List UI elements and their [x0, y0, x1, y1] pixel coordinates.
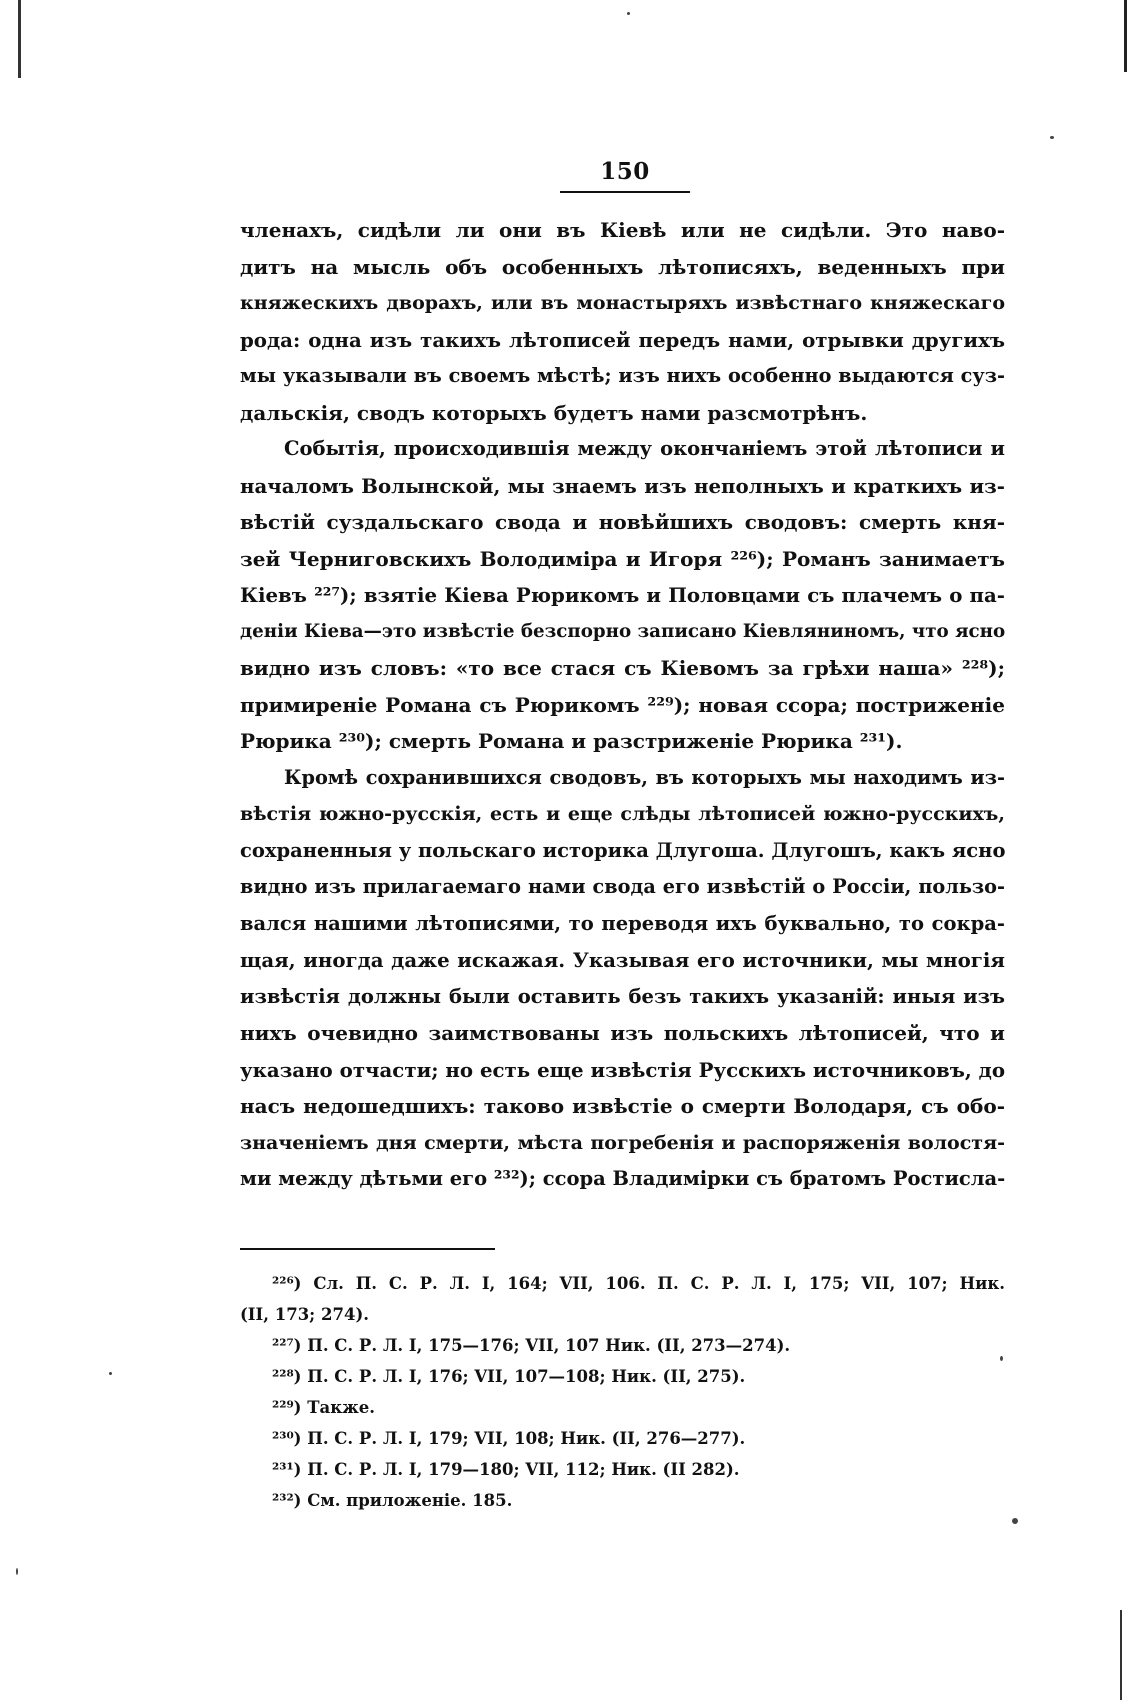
body-line: членахъ, сидѣли ли они въ Кіевѣ или не сидѣли. Это наво-	[240, 218, 1005, 242]
footnote-separator	[240, 1248, 495, 1250]
body-line: щая, иногда даже искажая. Указывая его источники, мы многія	[240, 948, 1005, 972]
body-line: зей Черниговскихъ Володиміра и Игоря ²²⁶); Романъ занимаетъ	[240, 546, 1005, 571]
body-line: началомъ Волынской, мы знаемъ изъ неполныхъ и краткихъ из-	[240, 473, 1005, 498]
scan-edge-left	[18, 0, 21, 78]
scan-speck	[16, 1568, 18, 1575]
body-line: Событія, происходившія между окончаніемъ этой лѣтописи и	[284, 437, 1005, 460]
body-line: Рюрика ²³⁰); смерть Романа и разстриженіе Рюрика ²³¹).	[240, 729, 903, 753]
body-line: Кромѣ сохранившихся сводовъ, въ которыхъ мы находимъ из-	[284, 765, 1005, 789]
scan-edge-right-lower	[1120, 1610, 1122, 1700]
body-line: примиреніе Романа съ Рюрикомъ ²²⁹); новая ссора; постриженіе	[240, 692, 1005, 717]
body-line: видно изъ словъ: «то все стася съ Кіевомъ за грѣхи наша» ²²⁸);	[240, 656, 1005, 680]
body-line: деніи Кіева—это извѣстіе безспорно записано Кіевляниномъ, что ясно	[240, 620, 1005, 642]
footnote-continuation: (II, 173; 274).	[240, 1305, 370, 1324]
body-line: ми между дѣтьми его ²³²); ссора Владимірки съ братомъ Ростисла-	[240, 1167, 1005, 1190]
body-line: видно изъ прилагаемаго нами свода его извѣстій о Россіи, пользо-	[240, 875, 1005, 898]
body-line: нихъ очевидно заимствованы изъ польскихъ лѣтописей, что и	[240, 1021, 1005, 1045]
scan-speck	[1050, 136, 1054, 139]
footnote: ²²⁶) Сл. П. С. Р. Л. I, 164; VII, 106. П. С. Р. Л. I, 175; VII, 107; Ник.	[272, 1274, 1005, 1293]
footnote: ²²⁸) П. С. Р. Л. I, 176; VII, 107—108; Ник. (II, 275).	[272, 1367, 746, 1386]
footnote: ²³¹) П. С. Р. Л. I, 179—180; VII, 112; Ник. (II 282).	[272, 1460, 740, 1479]
body-line: извѣстія должны были оставить безъ такихъ указаній: иныя изъ	[240, 984, 1005, 1008]
body-line: значеніемъ дня смерти, мѣста погребенія и распоряженія волостя-	[240, 1131, 1005, 1154]
body-line: мы указывали въ своемъ мѣстѣ; изъ нихъ особенно выдаются суз-	[240, 364, 1005, 387]
body-line: Кіевъ ²²⁷); взятіе Кіева Рюрикомъ и Половцами съ плачемъ о па-	[240, 583, 1005, 607]
footnote: ²³⁰) П. С. Р. Л. I, 179; VII, 108; Ник. (II, 276—277).	[272, 1429, 746, 1448]
scan-speck	[109, 1372, 112, 1375]
body-line: насъ недошедшихъ: таково извѣстіе о смерти Володаря, съ обо-	[240, 1094, 1005, 1118]
footnote: ²³²) См. приложеніе. 185.	[272, 1491, 513, 1510]
body-text	[240, 212, 1005, 1198]
body-line: вѣстій суздальскаго свода и новѣйшихъ сводовъ: смерть кня-	[240, 510, 1005, 534]
body-line: вѣстія южно-русскія, есть и еще слѣды лѣтописей южно-русскихъ,	[240, 803, 1005, 825]
footnote: ²²⁹) Также.	[272, 1398, 376, 1417]
body-line: вался нашими лѣтописями, то переводя ихъ буквально, то сокра-	[240, 911, 1005, 935]
footnotes	[240, 1268, 1005, 1516]
scan-speck	[627, 12, 630, 15]
footnote: ²²⁷) П. С. Р. Л. I, 175—176; VII, 107 Ник. (II, 273—274).	[272, 1336, 791, 1355]
body-line: сохраненныя у польскаго историка Длугоша. Длугошъ, какъ ясно	[240, 838, 1005, 862]
body-line: дальскія, сводъ которыхъ будетъ нами разсмотрѣнъ.	[240, 400, 868, 425]
page-number: 150	[560, 158, 690, 193]
body-line: рода: одна изъ такихъ лѣтописей передъ нами, отрывки другихъ	[240, 327, 1005, 352]
body-line: дитъ на мысль объ особенныхъ лѣтописяхъ, веденныхъ при	[240, 254, 1005, 279]
body-line: княжескихъ дворахъ, или въ монастыряхъ извѣстнаго княжескаго	[240, 292, 1005, 314]
scan-edge-right	[1124, 0, 1127, 72]
scan-speck	[1012, 1518, 1018, 1524]
body-line: указано отчасти; но есть еще извѣстія Русскихъ источниковъ, до	[240, 1057, 1005, 1082]
